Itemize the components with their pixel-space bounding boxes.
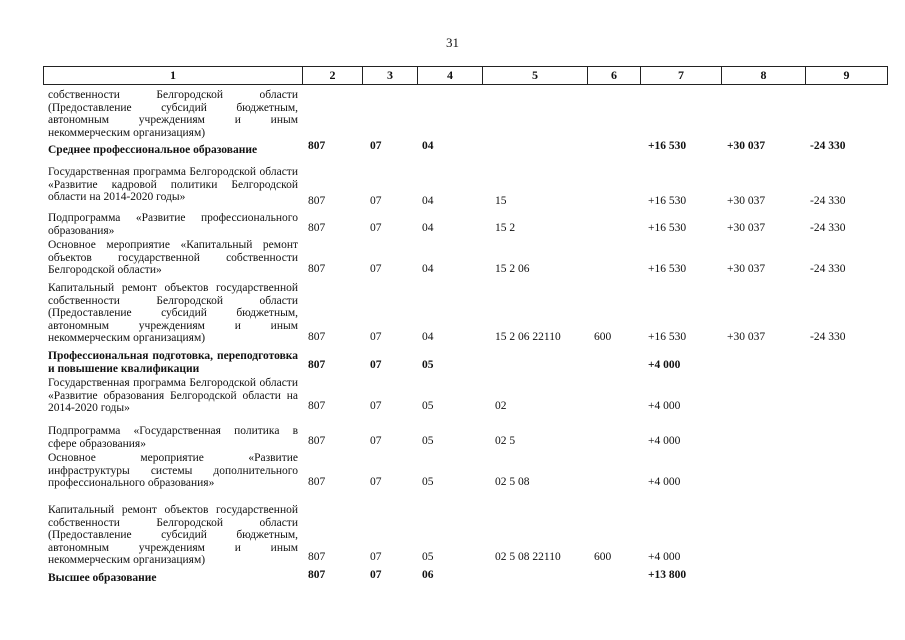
cell-c9: -24 330 [810, 331, 846, 343]
header-col-4: 4 [417, 66, 483, 85]
cell-c2: 807 [308, 359, 326, 371]
cell-c4: 05 [422, 400, 434, 412]
header-col-2: 2 [302, 66, 363, 85]
cell-c7: +4 000 [648, 435, 681, 447]
cell-c7: +16 530 [648, 331, 687, 343]
page-number: 31 [446, 35, 459, 50]
cell-c4: 05 [422, 359, 434, 371]
header-col-6: 6 [587, 66, 641, 85]
cell-c3: 07 [370, 400, 382, 412]
row-description: Капитальный ремонт объектов государственной собственности Белгородской области (Предоставление субсидий бюджетным, автономным учреждениям и иным некоммерческим организациям) [48, 504, 298, 566]
cell-c2: 807 [308, 435, 326, 447]
row-description: Государственная программа Белгородской области «Развитие образования Белгородской области на 2014-2020 годы» [48, 377, 298, 414]
cell-c2: 807 [308, 263, 326, 275]
row-description: Подпрограмма «Развитие профессионального образования» [48, 212, 298, 237]
cell-c7: +4 000 [648, 400, 681, 412]
cell-c3: 07 [370, 569, 382, 581]
cell-c7: +4 000 [648, 551, 681, 563]
cell-c4: 06 [422, 569, 434, 581]
cell-c9: -24 330 [810, 263, 846, 275]
cell-c4: 05 [422, 435, 434, 447]
cell-c5: 02 [495, 400, 507, 412]
cell-c4: 04 [422, 195, 434, 207]
row-description: Основное мероприятие «Капитальный ремонт объектов государственной собственности Белгородской области» [48, 239, 298, 276]
cell-c2: 807 [308, 195, 326, 207]
cell-c3: 07 [370, 263, 382, 275]
cell-c6: 600 [594, 551, 612, 563]
cell-c2: 807 [308, 551, 326, 563]
cell-c2: 807 [308, 400, 326, 412]
cell-c3: 07 [370, 435, 382, 447]
header-col-9: 9 [805, 66, 888, 85]
cell-c7: +13 800 [648, 569, 687, 581]
cell-c9: -24 330 [810, 195, 846, 207]
header-col-5: 5 [482, 66, 588, 85]
header-col-7: 7 [640, 66, 722, 85]
cell-c4: 04 [422, 140, 434, 152]
header-col-1: 1 [43, 66, 303, 85]
row-description: Среднее профессиональное образование [48, 144, 258, 156]
cell-c5: 02 5 [495, 435, 516, 447]
row-description: Подпрограмма «Государственная политика в сфере образования» [48, 425, 298, 450]
cell-c7: +4 000 [648, 359, 681, 371]
cell-c7: +16 530 [648, 222, 687, 234]
cell-c2: 807 [308, 331, 326, 343]
cell-c7: +16 530 [648, 140, 687, 152]
cell-c7: +16 530 [648, 195, 687, 207]
cell-c8: +30 037 [727, 222, 766, 234]
cell-c5: 15 2 06 [495, 263, 530, 275]
cell-c4: 05 [422, 476, 434, 488]
row-description: Государственная программа Белгородской области «Развитие кадровой политики Белгородской области на 2014-2020 годы» [48, 166, 298, 203]
cell-c4: 04 [422, 222, 434, 234]
cell-c3: 07 [370, 359, 382, 371]
cell-c8: +30 037 [727, 331, 766, 343]
row-description: Высшее образование [48, 572, 157, 584]
cell-c9: -24 330 [810, 140, 846, 152]
cell-c3: 07 [370, 476, 382, 488]
cell-c4: 04 [422, 331, 434, 343]
cell-c2: 807 [308, 140, 326, 152]
cell-c4: 05 [422, 551, 434, 563]
cell-c5: 02 5 08 22110 [495, 551, 561, 563]
row-description: Капитальный ремонт объектов государственной собственности Белгородской области (Предоставление субсидий бюджетным, автономным учреждениям и иным некоммерческим организациям) [48, 282, 298, 344]
cell-c5: 15 2 06 22110 [495, 331, 561, 343]
cell-c3: 07 [370, 222, 382, 234]
row-description: Профессиональная подготовка, переподготовка и повышение квалификации [48, 350, 298, 375]
cell-c6: 600 [594, 331, 612, 343]
cell-c3: 07 [370, 140, 382, 152]
cell-c2: 807 [308, 569, 326, 581]
cell-c3: 07 [370, 195, 382, 207]
cell-c9: -24 330 [810, 222, 846, 234]
cell-c8: +30 037 [727, 140, 766, 152]
cell-c8: +30 037 [727, 195, 766, 207]
cell-c5: 02 5 08 [495, 476, 530, 488]
cell-c2: 807 [308, 476, 326, 488]
cell-c3: 07 [370, 551, 382, 563]
cell-c4: 04 [422, 263, 434, 275]
row-description: собственности Белгородской области (Предоставление субсидий бюджетным, автономным учреждениям и иным некоммерческим организациям) [48, 89, 298, 139]
header-col-8: 8 [721, 66, 806, 85]
cell-c8: +30 037 [727, 263, 766, 275]
cell-c5: 15 [495, 195, 507, 207]
cell-c7: +4 000 [648, 476, 681, 488]
cell-c2: 807 [308, 222, 326, 234]
cell-c7: +16 530 [648, 263, 687, 275]
header-col-3: 3 [362, 66, 418, 85]
cell-c3: 07 [370, 331, 382, 343]
row-description: Основное мероприятие «Развитие инфраструктуры системы дополнительного профессионального образования» [48, 452, 298, 489]
cell-c5: 15 2 [495, 222, 516, 234]
